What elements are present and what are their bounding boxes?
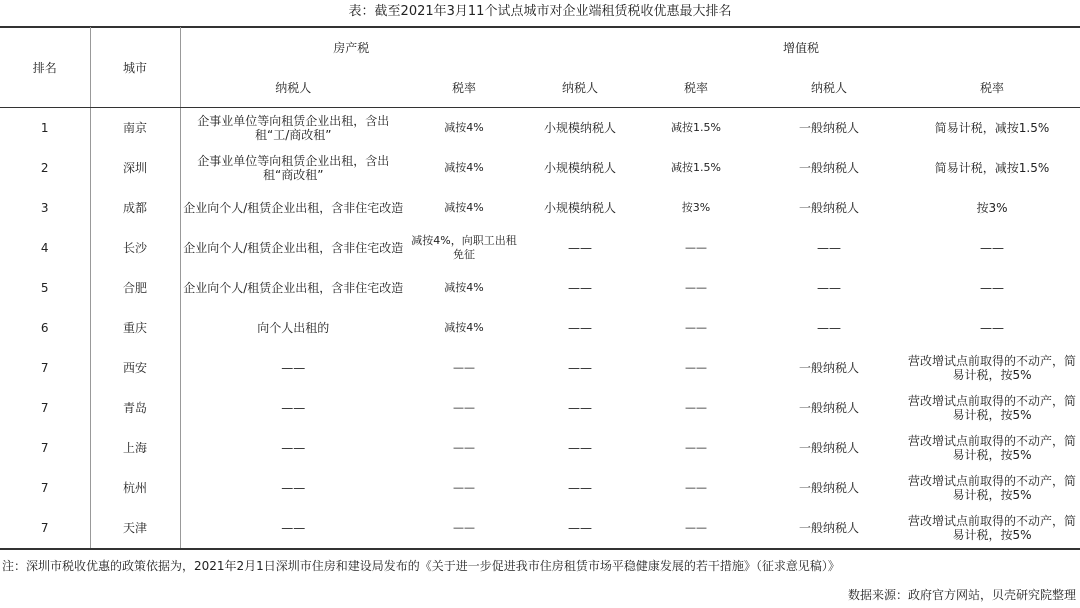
table-row <box>0 268 1080 308</box>
vat-taxpayer-general-cell: 一般纳税人 <box>799 441 860 455</box>
header-vat-taxpayer-1: 纳税人 <box>522 67 638 108</box>
table-row <box>0 508 1080 549</box>
tax-ranking-table <box>0 27 1080 550</box>
city-cell: 重庆 <box>90 308 180 348</box>
vat-taxpayer-small-cell: —— <box>568 441 593 455</box>
table-row <box>0 228 1080 268</box>
vat-rate-small-cell: —— <box>685 321 708 334</box>
vat-rate-general-cell: 营改增试点前取得的不动产，简易计税，按5% <box>908 434 1077 462</box>
rank-cell: 7 <box>40 441 49 455</box>
vat-taxpayer-general-cell: 一般纳税人 <box>799 161 860 175</box>
rank-cell: 1 <box>40 121 49 135</box>
footnote: 注：深圳市税收优惠的政策依据为，2021年2月1日深圳市住房和建设局发布的《关于进一步促进我市住房租赁市场平稳健康发展的若干措施》（征求意见稿）》 <box>2 559 840 573</box>
property-tax-taxpayer-cell: —— <box>180 508 406 549</box>
header-pt-rate: 税率 <box>406 67 522 108</box>
vat-taxpayer-small-cell: —— <box>568 361 593 375</box>
table-row <box>0 468 1080 508</box>
vat-rate-general-cell: 营改增试点前取得的不动产，简易计税，按5% <box>908 394 1077 422</box>
vat-rate-general-cell: 营改增试点前取得的不动产，简易计税，按5% <box>908 354 1077 382</box>
vat-rate-general-cell: 营改增试点前取得的不动产，简易计税，按5% <box>908 474 1077 502</box>
table-row <box>0 428 1080 468</box>
table-title: 表：截至2021年3月11个试点城市对企业端租赁税收优惠最大排名 <box>348 4 732 19</box>
city-cell: 合肥 <box>90 268 180 308</box>
property-tax-rate-cell: —— <box>453 441 475 454</box>
vat-rate-small-cell: —— <box>685 361 708 374</box>
vat-rate-small-cell: 减按1.5% <box>671 121 721 134</box>
rank-cell: 5 <box>40 281 49 295</box>
vat-taxpayer-small-cell: 小规模纳税人 <box>544 161 617 175</box>
vat-rate-small-cell: —— <box>685 401 708 414</box>
table-row <box>0 348 1080 388</box>
property-tax-rate-cell: 减按4% <box>444 121 484 134</box>
vat-taxpayer-small-cell: —— <box>568 241 593 255</box>
rank-cell: 7 <box>40 401 49 415</box>
property-tax-rate-cell: 减按4% <box>444 201 484 214</box>
table-row <box>0 108 1080 149</box>
property-tax-taxpayer-cell: 企业向个人/租赁企业出租，含非住宅改造 <box>180 268 406 308</box>
property-tax-rate-cell: —— <box>406 508 522 549</box>
table-body <box>0 108 1080 550</box>
city-cell: 长沙 <box>90 228 180 268</box>
vat-rate-small-cell: —— <box>685 281 708 294</box>
property-tax-taxpayer-cell: —— <box>180 388 406 428</box>
city-cell: 上海 <box>90 428 180 468</box>
header-vat-rate-2: 税率 <box>904 67 1080 108</box>
table-row <box>0 188 1080 228</box>
vat-rate-small-cell: —— <box>638 508 754 549</box>
rank-cell: 6 <box>40 321 49 335</box>
city-cell: 南京 <box>90 108 180 149</box>
vat-rate-small-cell: —— <box>685 441 708 454</box>
vat-taxpayer-general-cell: 一般纳税人 <box>799 481 860 495</box>
header-pt-taxpayer: 纳税人 <box>180 67 406 108</box>
vat-taxpayer-general-cell: 一般纳税人 <box>799 201 860 215</box>
property-tax-taxpayer-cell: 向个人出租的 <box>180 308 406 348</box>
vat-taxpayer-general-cell: 一般纳税人 <box>754 508 904 549</box>
vat-rate-general-cell: —— <box>980 241 1005 255</box>
vat-rate-general-cell: 简易计税，减按1.5% <box>934 121 1050 135</box>
property-tax-taxpayer-cell: —— <box>180 348 406 388</box>
property-tax-rate-cell: 减按4%，向职工出租免征 <box>411 234 517 261</box>
vat-rate-general-cell: 按3% <box>976 201 1008 215</box>
property-tax-rate-cell: 减按4% <box>444 321 484 334</box>
header-city: 城市 <box>90 27 180 108</box>
rank-cell: 7 <box>0 508 90 549</box>
vat-taxpayer-general-cell: 一般纳税人 <box>799 121 860 135</box>
city-cell: 成都 <box>90 188 180 228</box>
property-tax-taxpayer-cell: 企事业单位等向租赁企业出租，含出租“工/商改租” <box>180 108 406 149</box>
property-tax-rate-cell: —— <box>453 401 475 414</box>
vat-taxpayer-small-cell: —— <box>568 401 593 415</box>
vat-rate-general-cell: —— <box>980 321 1005 335</box>
table-row <box>0 148 1080 188</box>
vat-taxpayer-small-cell: 小规模纳税人 <box>544 121 617 135</box>
city-cell: 杭州 <box>90 468 180 508</box>
vat-taxpayer-general-cell: 一般纳税人 <box>799 401 860 415</box>
header-vat-taxpayer-2: 纳税人 <box>754 67 904 108</box>
vat-rate-general-cell: 简易计税，减按1.5% <box>934 161 1050 175</box>
header-property-tax: 房产税 <box>180 27 522 67</box>
city-cell: 天津 <box>90 508 180 549</box>
vat-taxpayer-general-cell: —— <box>817 241 842 255</box>
vat-taxpayer-general-cell: —— <box>817 281 842 295</box>
property-tax-rate-cell: 减按4% <box>444 161 484 174</box>
vat-taxpayer-small-cell: —— <box>568 321 593 335</box>
property-tax-taxpayer-cell: —— <box>180 468 406 508</box>
vat-rate-small-cell: 减按1.5% <box>671 161 721 174</box>
property-tax-rate-cell: 减按4% <box>444 281 484 294</box>
vat-rate-general-cell: —— <box>980 281 1005 295</box>
vat-rate-small-cell: —— <box>685 481 708 494</box>
header-rank: 排名 <box>0 27 90 108</box>
rank-cell: 2 <box>40 161 49 175</box>
vat-taxpayer-small-cell: —— <box>522 508 638 549</box>
header-vat-rate-1: 税率 <box>638 67 754 108</box>
vat-rate-small-cell: 按3% <box>681 201 711 214</box>
rank-cell: 7 <box>40 361 49 375</box>
vat-taxpayer-general-cell: —— <box>817 321 842 335</box>
property-tax-rate-cell: —— <box>453 481 475 494</box>
table-row <box>0 308 1080 348</box>
vat-taxpayer-small-cell: 小规模纳税人 <box>544 201 617 215</box>
table-row <box>0 388 1080 428</box>
property-tax-taxpayer-cell: 企业向个人/租赁企业出租，含非住宅改造 <box>180 228 406 268</box>
property-tax-taxpayer-cell: —— <box>180 428 406 468</box>
property-tax-rate-cell: —— <box>453 361 475 374</box>
rank-cell: 3 <box>40 201 49 215</box>
header-vat: 增值税 <box>783 40 820 55</box>
city-cell: 深圳 <box>90 148 180 188</box>
vat-rate-small-cell: —— <box>685 241 708 254</box>
city-cell: 西安 <box>90 348 180 388</box>
vat-taxpayer-small-cell: —— <box>568 281 593 295</box>
property-tax-taxpayer-cell: 企事业单位等向租赁企业出租，含出租“商改租” <box>180 148 406 188</box>
vat-taxpayer-general-cell: 一般纳税人 <box>799 361 860 375</box>
rank-cell: 4 <box>40 241 49 255</box>
data-source: 数据来源：政府官方网站，贝壳研究院整理 <box>847 588 1076 602</box>
property-tax-taxpayer-cell: 企业向个人/租赁企业出租，含非住宅改造 <box>180 188 406 228</box>
vat-taxpayer-small-cell: —— <box>568 481 593 495</box>
city-cell: 青岛 <box>90 388 180 428</box>
vat-rate-general-cell: 营改增试点前取得的不动产，简易计税，按5% <box>904 508 1080 549</box>
rank-cell: 7 <box>40 481 49 495</box>
